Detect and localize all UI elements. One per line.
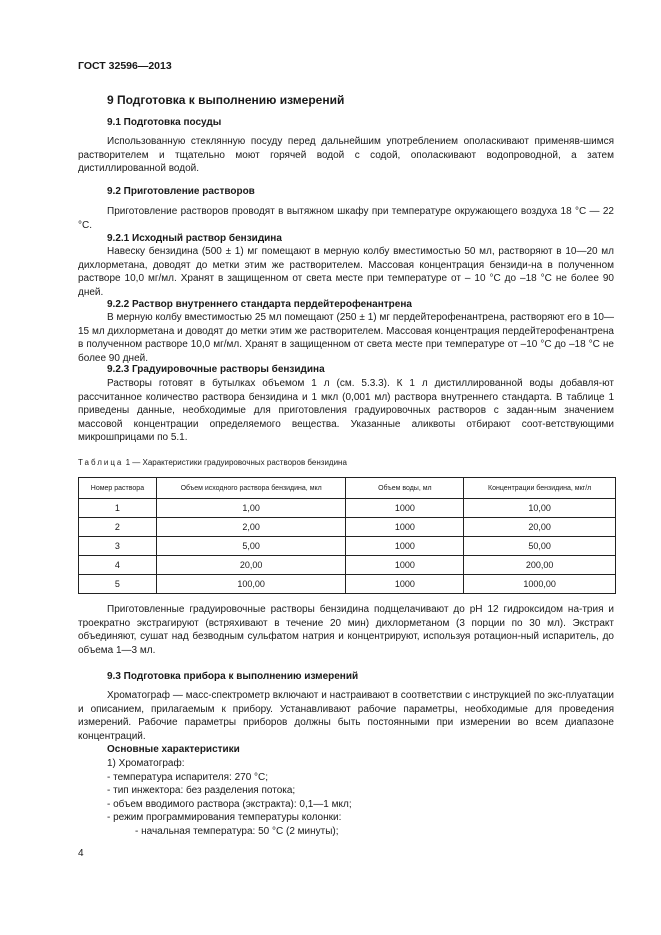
table-caption [78, 458, 347, 467]
table-cell: 50,00 [464, 537, 616, 556]
table-row [79, 537, 616, 556]
heading-9-2: 9.2 Приготовление растворов [107, 186, 255, 197]
main-characteristics-heading: Основные характеристики [107, 744, 240, 755]
table-cell: 20,00 [464, 518, 616, 537]
sub-list-item: - начальная температура: 50 °С (2 минуты); [135, 826, 339, 837]
paragraph-9-2-2: В мерную колбу вместимостью 25 мл помещают (250 ± 1) мг пердейтерофенантрена, растворяют его в 10—15 мл дихлорметана и доводят до метки этим же растворителем. Массовая концентрация пердейтерофенантрена в полученном растворе 10,0 мг/мл. Хранят в защищенном от света месте при температуре от –10 °С до –18 °С не более 90 дней. [78, 312, 614, 364]
paragraph-9-3: Хроматограф — масс-спектрометр включают и настраивают в соответствии с инструкцией по экс-плуатации и описанием, прилагаемым к прибору. Устанавливают рабочие параметры, необходимые для проведения измерений. Рабочие параметры приборов должны быть постоянными при измерении во всем диапазоне концентраций. [78, 690, 614, 742]
heading-9-2-3: 9.2.3 Градуировочные растворы бензидина [107, 364, 325, 375]
table-cell: 10,00 [464, 499, 616, 518]
heading-9-2-1: 9.2.1 Исходный раствор бензидина [107, 233, 282, 244]
paragraph-9-2-1: Навеску бензидина (500 ± 1) мг помещают в мерную колбу вместимостью 50 мл, растворяют в 10—20 мл дихлорметана, доводят до метки этим же растворителем. Массовая концентрация бензиди-на в полученном растворе 10,0 мг/мл. Хранят в защищенном от света месте при температуре от – 10 °С до –18 °С не более 90 дней. [78, 246, 614, 298]
paragraph-9-2-3: Растворы готовят в бутылках объемом 1 л (см. 5.3.3). К 1 л дистиллированной воды добавля-ют рассчитанное количество раствора бензидина и 1 мкл (0,001 мл) раствора внутреннего стандарта. В таблице 1 приведены данные, необходимые для приготовления градуировочных растворов с задан-ным значением массовой концентрации определяемого вещества. Указанные аликвоты отбирают соот-ветствующими микрошприцами по 5.1. [78, 378, 614, 444]
table-row [79, 575, 616, 594]
calibration-table [78, 477, 616, 594]
table-cell: 1000 [346, 499, 464, 518]
table-cell: 1000 [346, 556, 464, 575]
table-cell: 5 [79, 575, 157, 594]
page-number: 4 [78, 848, 84, 859]
table-cell: 2,00 [156, 518, 346, 537]
heading-9-3: 9.3 Подготовка прибора к выполнению измерений [107, 671, 359, 682]
paragraph-after-table: Приготовленные градуировочные растворы бензидина подщелачивают до рН 12 гидроксидом на-трия и троекратно экстрагируют (встряхивают в течение 20 мин) дихлорметаном (3 порции по 30 мл). Экстракт объединяют, сушат над безводным сульфатом натрия и концентрируют, используя ротацион-ный испаритель, до объема 1—3 мл. [78, 604, 614, 656]
standard-number: ГОСТ 32596—2013 [78, 60, 172, 72]
table-row [79, 499, 616, 518]
table-cell: 4 [79, 556, 157, 575]
list-item: - тип инжектора: без разделения потока; [107, 785, 296, 796]
table-cell: 200,00 [464, 556, 616, 575]
table-cell: 3 [79, 537, 157, 556]
list-item: 1) Хроматограф: [107, 758, 185, 769]
table-cell: 5,00 [156, 537, 346, 556]
heading-9-1: 9.1 Подготовка посуды [107, 117, 222, 128]
table-header-cell: Объем исходного раствора бензидина, мкл [156, 478, 346, 499]
table-cell: 1000 [346, 575, 464, 594]
table-cell: 1,00 [156, 499, 346, 518]
table-caption-word: Таблица [78, 458, 124, 467]
list-item: - температура испарителя: 270 °С; [107, 772, 269, 783]
table-cell: 2 [79, 518, 157, 537]
paragraph-9-2: Приготовление растворов проводят в вытяжном шкафу при температуре окружающего воздуха 18 °С — 22 °С. [78, 206, 614, 231]
table-cell: 20,00 [156, 556, 346, 575]
table-row [79, 518, 616, 537]
table-cell: 1000,00 [464, 575, 616, 594]
heading-9-2-2: 9.2.2 Раствор внутреннего стандарта пердейтерофенантрена [107, 299, 412, 310]
list-item: - объем вводимого раствора (экстракта): 0,1—1 мкл; [107, 799, 352, 810]
table-cell: 1000 [346, 518, 464, 537]
table-header-cell: Объем воды, мл [346, 478, 464, 499]
list-item: - режим программирования температуры колонки: [107, 812, 342, 823]
section-title: 9 Подготовка к выполнению измерений [107, 93, 345, 107]
table-header-cell: Номер раствора [79, 478, 157, 499]
table-header-cell: Концентрации бензидина, мкг/л [464, 478, 616, 499]
table-cell: 1000 [346, 537, 464, 556]
table-cell: 100,00 [156, 575, 346, 594]
table-header-row [79, 478, 616, 499]
paragraph-9-1: Использованную стеклянную посуду перед дальнейшим употреблением ополаскивают применяв-шимся растворителем и тщательно моют горячей водой с содой, ополаскивают водопроводной, а затем дистиллированной водой. [78, 136, 614, 175]
table-cell: 1 [79, 499, 157, 518]
table-caption-text: 1 — Характеристики градуировочных растворов бензидина [123, 458, 347, 467]
table-row [79, 556, 616, 575]
